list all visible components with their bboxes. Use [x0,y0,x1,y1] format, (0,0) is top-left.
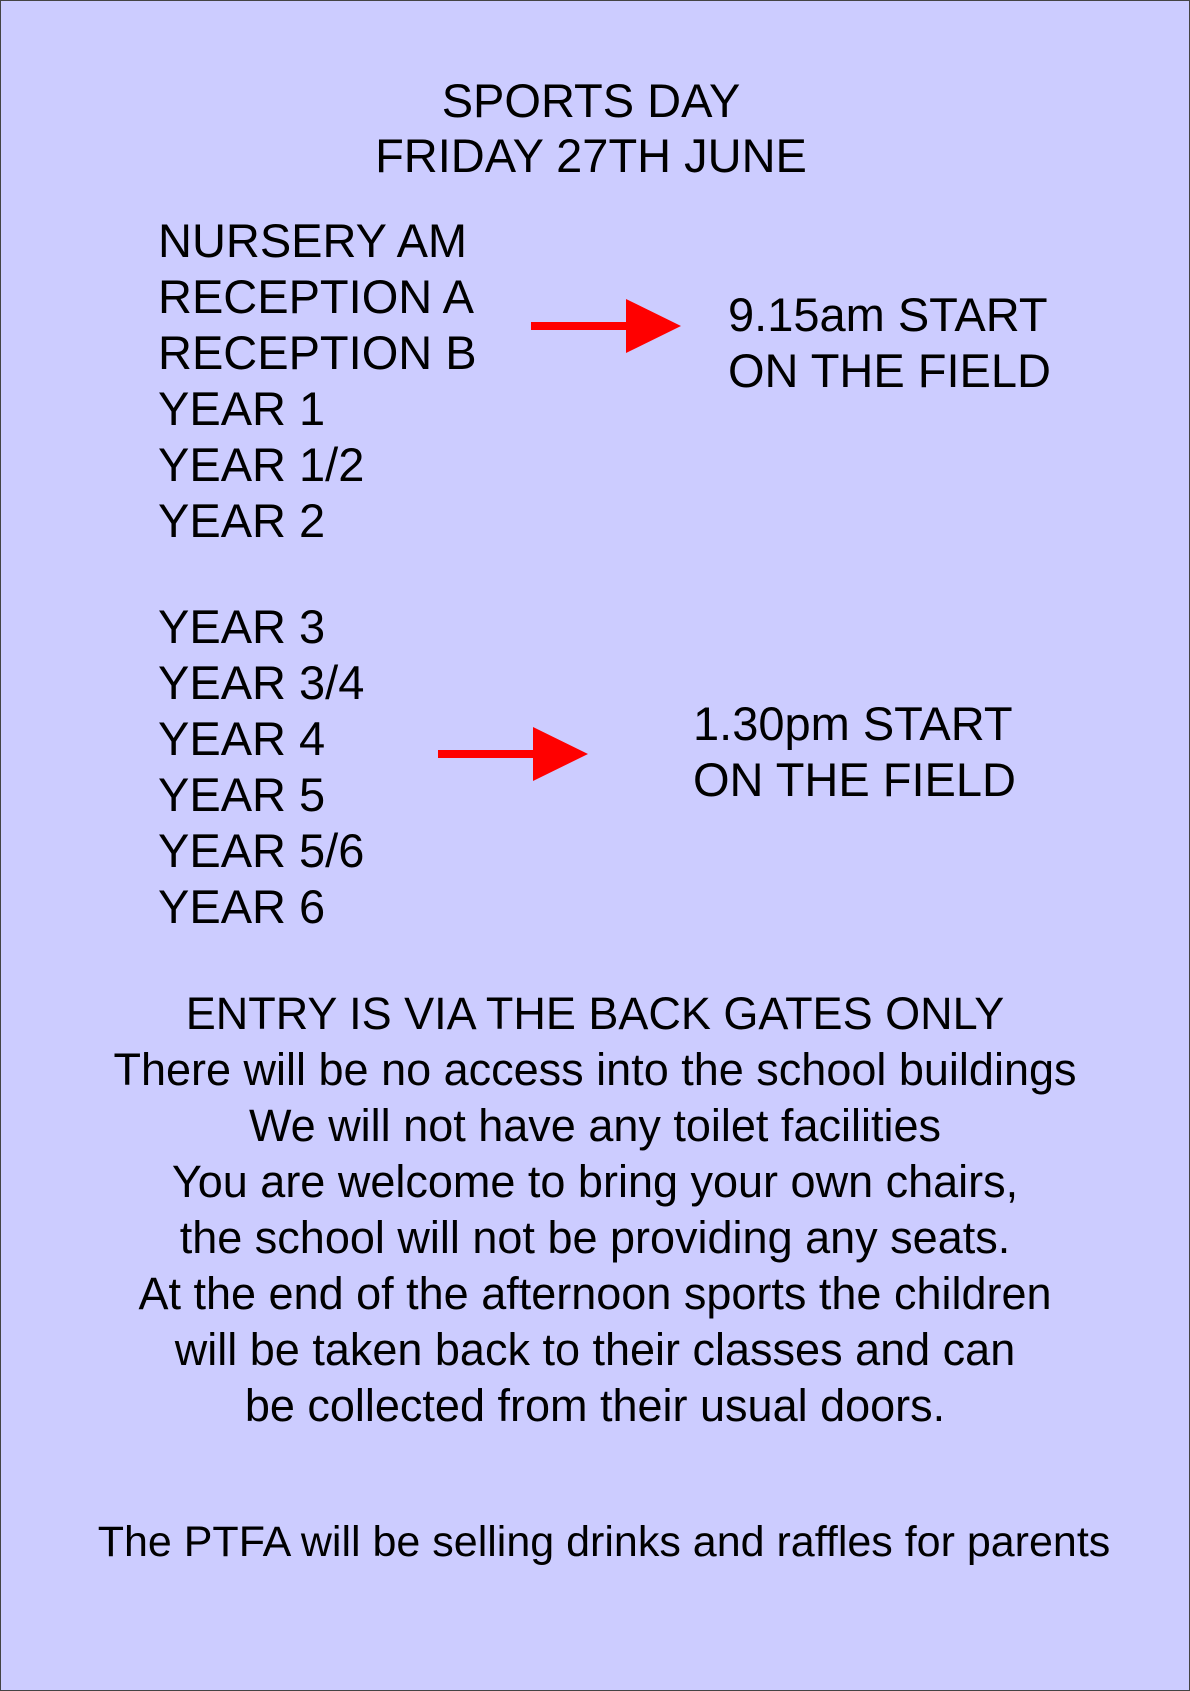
entry-notice: ENTRY IS VIA THE BACK GATES ONLY [185,988,1005,1039]
info-line: We will not have any toilet facilities [249,1100,941,1151]
poster-title: SPORTS DAY [441,74,741,127]
class-item: YEAR 1/2 [158,438,365,491]
class-item: YEAR 3/4 [158,656,365,709]
afternoon-class-list [158,599,364,935]
class-item: YEAR 1 [158,382,326,435]
right-arrow-icon [438,727,590,783]
class-item: YEAR 2 [158,494,326,547]
class-item: NURSERY AM [158,214,468,267]
class-item: YEAR 5/6 [158,824,365,877]
info-line: be collected from their usual doors. [244,1380,946,1431]
afternoon-start-time: 1.30pm START [693,697,1013,750]
morning-location: ON THE FIELD [728,344,1051,397]
right-arrow-icon [531,299,683,355]
info-line: There will be no access into the school buildings [113,1044,1077,1095]
ptfa-notice: The PTFA will be selling drinks and raffles for parents [97,1518,1111,1566]
class-item: YEAR 4 [158,712,326,765]
class-item: YEAR 5 [158,768,326,821]
class-item: RECEPTION B [158,326,477,379]
event-date: FRIDAY 27TH JUNE [375,129,807,182]
info-line: At the end of the afternoon sports the children [138,1268,1052,1319]
visitor-information [1,986,1189,1434]
morning-start-info [728,287,1051,399]
morning-class-list [158,213,477,549]
morning-start-time: 9.15am START [728,288,1048,341]
info-line: the school will not be providing any seats. [179,1212,1011,1263]
afternoon-location: ON THE FIELD [693,753,1016,806]
afternoon-start-info [693,696,1016,808]
info-line: will be taken back to their classes and can [174,1324,1016,1375]
class-item: YEAR 6 [158,880,326,933]
class-item: RECEPTION A [158,270,475,323]
class-item: YEAR 3 [158,600,326,653]
info-line: You are welcome to bring your own chairs, [171,1156,1019,1207]
